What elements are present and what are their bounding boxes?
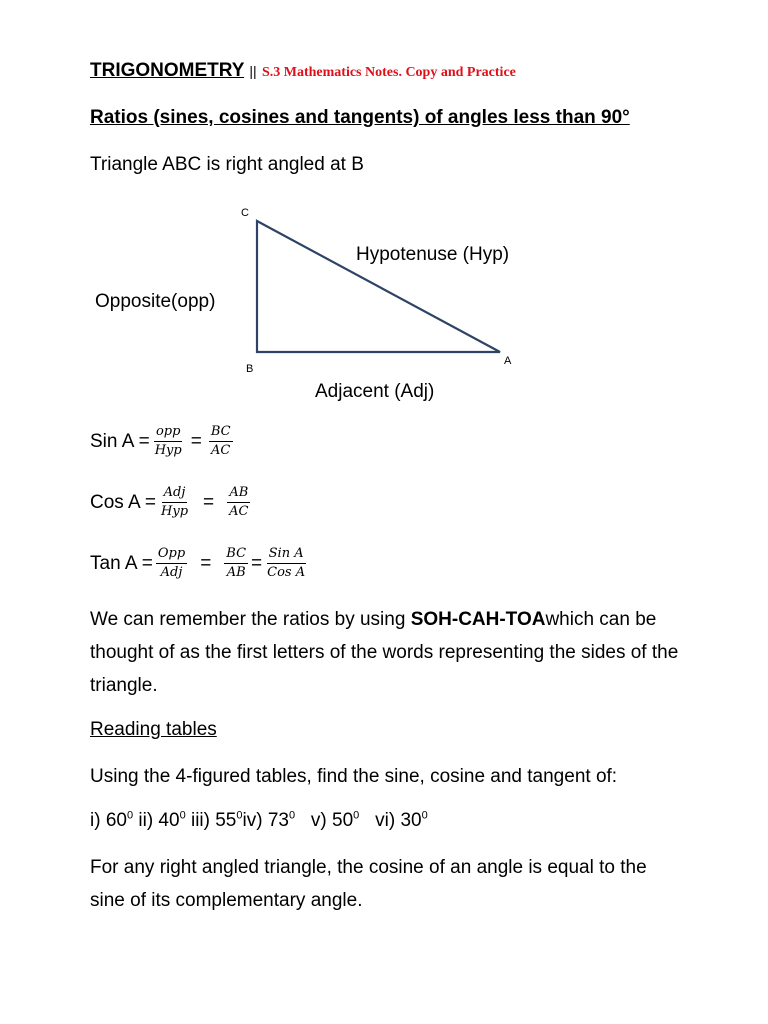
title-separator: || <box>249 63 257 79</box>
cos-fraction-1 <box>159 484 190 521</box>
mnemonic-paragraph <box>90 603 680 702</box>
vertex-c-label: C <box>241 207 249 219</box>
fraction-denominator: Adj <box>160 565 183 580</box>
sin-label: Sin A = <box>90 430 150 452</box>
vertex-a-label: A <box>504 355 512 367</box>
tan-label: Tan A = <box>90 552 153 574</box>
degree-superscript: 0 <box>236 810 243 822</box>
mnemonic-text-before: We can remember the ratios by using <box>90 609 411 630</box>
fraction-denominator: AC <box>211 443 231 458</box>
equals-sign: = <box>203 491 215 513</box>
sin-formula <box>90 423 236 460</box>
angle-item: i) $60^0$ <box>90 810 134 832</box>
fraction-denominator: Hyp <box>161 504 189 519</box>
fraction-numerator: Opp <box>156 545 187 564</box>
fraction-numerator: BC <box>209 423 233 442</box>
mnemonic-keyword: SOH-CAH-TOA <box>410 609 546 630</box>
cos-label: Cos A = <box>90 491 157 513</box>
sin-fraction-1 <box>153 423 184 460</box>
cos-formula <box>90 484 254 521</box>
angle-item: iii) $55^0$ <box>185 810 243 832</box>
closing-paragraph: For any right angled triangle, the cosine of an angle is equal to the sine of its complementary angle. <box>90 857 647 911</box>
intro-text: Triangle ABC is right angled at B <box>90 154 364 175</box>
tan-fraction-2 <box>224 545 248 582</box>
adjacent-label: Adjacent (Adj) <box>315 381 435 402</box>
fraction-denominator: Cos A <box>267 565 306 580</box>
fraction-numerator: BC <box>224 545 248 564</box>
triangle-diagram <box>0 0 768 420</box>
degree-superscript: 0 <box>421 810 428 822</box>
angles-list <box>90 810 428 832</box>
tan-fraction-3 <box>265 545 307 582</box>
section-heading: Ratios (sines, cosines and tangents) of angles less than 90° <box>90 107 630 128</box>
cos-fraction-2 <box>227 484 250 521</box>
tan-formula <box>90 545 310 582</box>
hypotenuse-label: Hypotenuse (Hyp) <box>356 244 510 265</box>
tan-fraction-1 <box>156 545 187 582</box>
page-subtitle: S.3 Mathematics Notes. Copy and Practice <box>261 65 516 80</box>
fraction-denominator: Hyp <box>154 443 182 458</box>
degree-superscript: 0 <box>288 810 296 822</box>
opposite-label: Opposite(opp) <box>95 291 216 312</box>
equals-sign: = <box>200 552 212 574</box>
reading-tables-heading: Reading tables <box>90 719 217 740</box>
angle-item: ii) $40^0$ <box>133 810 186 832</box>
angle-item: vi) $30^0$ <box>359 810 428 832</box>
fraction-numerator: AB <box>227 484 250 503</box>
mnemonic-text-after: which can be thought of as the first letters of the words representing the sides of the triangle. <box>90 609 679 696</box>
equals-sign: = <box>190 430 202 452</box>
tables-instruction: Using the 4-figured tables, find the sine, cosine and tangent of: <box>90 766 618 787</box>
fraction-denominator: AC <box>229 504 249 519</box>
angle-item: iv) $73^0$ <box>242 810 296 832</box>
triangle-abc <box>257 221 500 352</box>
sin-fraction-2 <box>209 423 233 460</box>
page-title: TRIGONOMETRY <box>90 60 245 81</box>
angle-item: v) $50^0$ <box>295 810 360 832</box>
fraction-numerator: opp <box>154 423 182 442</box>
degree-superscript: 0 <box>126 810 134 822</box>
degree-superscript: 0 <box>179 810 186 822</box>
fraction-denominator: AB <box>226 565 246 580</box>
degree-superscript: 0 <box>353 810 360 822</box>
vertex-b-label: B <box>246 363 254 375</box>
fraction-numerator: Adj <box>162 484 188 503</box>
fraction-numerator: Sin A <box>267 545 306 564</box>
equals-sign: = <box>251 552 263 574</box>
